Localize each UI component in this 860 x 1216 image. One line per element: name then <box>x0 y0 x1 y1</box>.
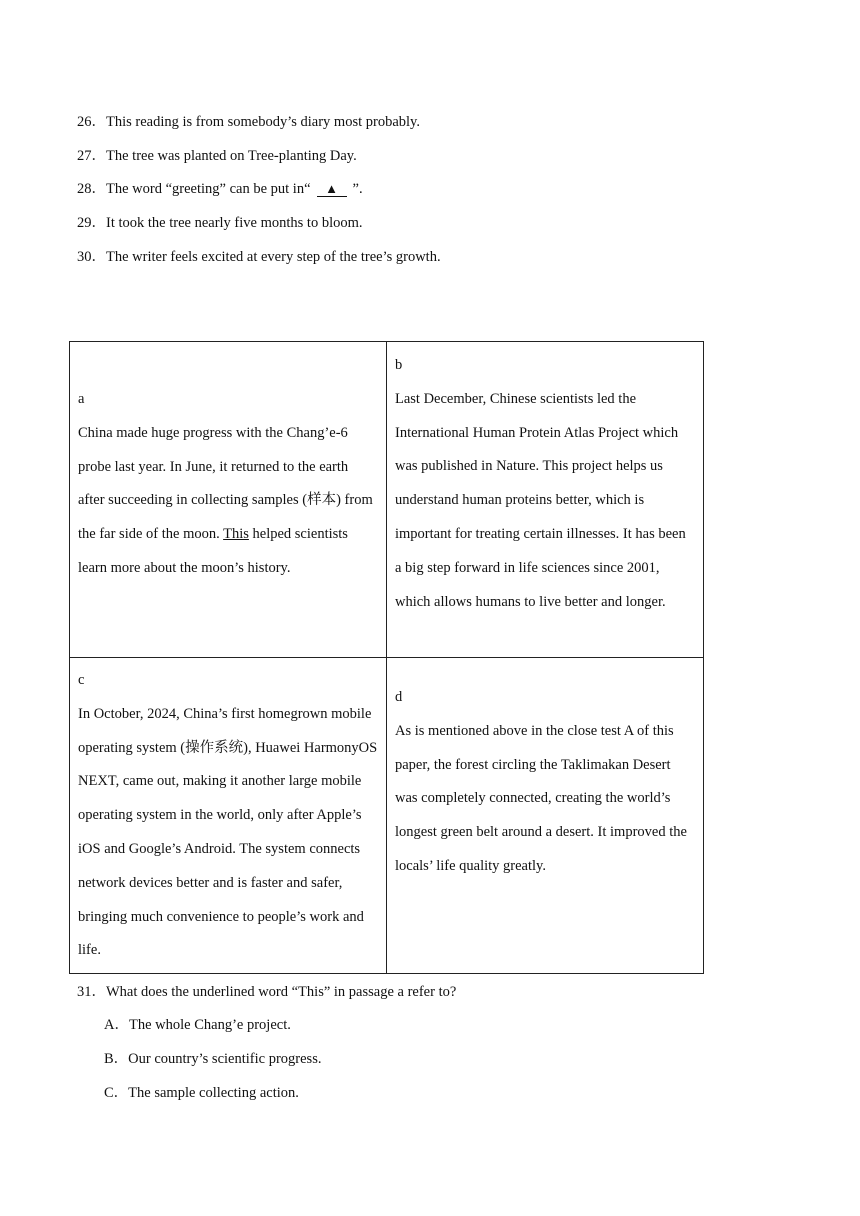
underlined-word: This <box>223 526 249 543</box>
passages-table <box>69 341 704 974</box>
passage-a <box>78 342 378 586</box>
passage-label: a <box>78 391 85 407</box>
passage-label: c <box>78 672 85 688</box>
question-28 <box>77 179 363 199</box>
option-separator: ． <box>113 1085 129 1101</box>
question-text: What does the underlined word “This” in passage a refer to? <box>106 984 457 1000</box>
question-text: The word “greeting” can be put in“ <box>106 181 311 197</box>
passage-text-end: helped scientists learn more about the moon’s history. <box>78 526 348 576</box>
question-number: 26 <box>77 114 92 130</box>
passage-c <box>78 658 378 968</box>
passage-d <box>395 658 695 884</box>
passage-label: d <box>395 689 403 705</box>
option-c[interactable] <box>104 1083 299 1103</box>
passage-text: In October, 2024, China’s first homegrown mobile operating system (操作系统), Huawei HarmonyOS NEXT, came out, making it another large mobile operating system in the world, only after Apple’s iOS and Google’s Android. The system connects network devices better and is faster and safer, bringing much convenience to people’s work and life. <box>78 705 378 959</box>
question-number: 28 <box>77 181 92 197</box>
question-text: The writer feels excited at every step of the tree’s growth. <box>106 249 441 265</box>
passage-c-cell <box>70 658 387 974</box>
option-text: Our country’s scientific progress. <box>128 1051 322 1067</box>
option-letter: B <box>104 1051 114 1067</box>
question-separator: ． <box>91 215 106 231</box>
question-26 <box>77 112 420 132</box>
passage-label: b <box>395 357 403 373</box>
passage-a-cell <box>70 342 387 658</box>
question-number: 29 <box>77 215 92 231</box>
option-text: The whole Chang’e project. <box>128 1017 291 1033</box>
question-30 <box>77 247 441 267</box>
question-text: It took the tree nearly five months to bloom. <box>106 215 363 231</box>
answer-blank: ▲ <box>317 181 347 197</box>
passage-b <box>395 342 695 619</box>
question-separator: ． <box>91 249 106 265</box>
passage-text: Last December, Chinese scientists led the International Human Protein Atlas Project which was published in Nature. This project helps us understand human proteins better, which is important for treating certain illnesses. It has been a big step forward in life sciences since 2001, which allows humans to live better and longer. <box>395 390 686 610</box>
question-separator: ． <box>91 114 106 130</box>
passage-b-cell <box>387 342 704 658</box>
question-number: 30 <box>77 249 92 265</box>
question-29 <box>77 213 363 233</box>
question-text: The tree was planted on Tree-planting Day. <box>106 148 357 164</box>
option-letter: C <box>104 1085 114 1101</box>
question-text-end: ”. <box>352 181 363 197</box>
option-separator: ． <box>113 1051 129 1067</box>
question-number: 27 <box>77 148 92 164</box>
option-letter: A <box>104 1017 115 1033</box>
question-separator: ． <box>91 984 106 1000</box>
question-27 <box>77 146 357 166</box>
option-a[interactable] <box>104 1015 291 1035</box>
passage-d-cell <box>387 658 704 974</box>
option-b[interactable] <box>104 1049 321 1069</box>
question-separator: ． <box>91 148 106 164</box>
option-separator: ． <box>114 1017 129 1033</box>
question-text: This reading is from somebody’s diary most probably. <box>106 114 420 130</box>
passage-text: China made huge progress with the Chang’e-6 probe last year. In June, it returned to the earth after succeeding in collecting samples (样本) from the far side of the moon. <box>78 424 373 543</box>
question-separator: ． <box>91 181 106 197</box>
question-number: 31 <box>77 984 92 1000</box>
option-text: The sample collecting action. <box>128 1085 299 1101</box>
passage-text: As is mentioned above in the close test A of this paper, the forest circling the Taklimakan Desert was completely connected, creating the world’s longest green belt around a desert. It improved the locals’ life quality greatly. <box>395 722 687 874</box>
question-31 <box>77 982 456 1002</box>
